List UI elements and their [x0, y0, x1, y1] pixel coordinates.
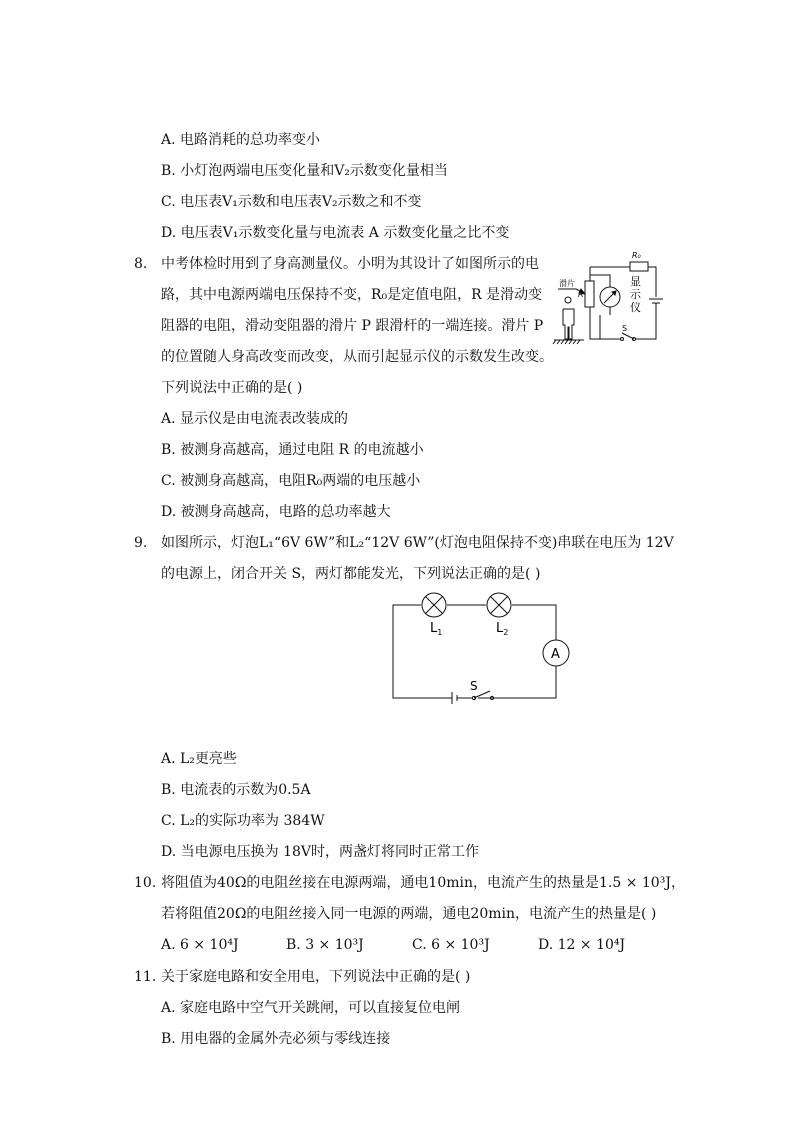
q8-stem-line-3: 阻器的电阻，滑动变阻器的滑片 P 跟滑杆的一端连接。滑片 P [161, 318, 544, 334]
q10-stem-line-2: 若将阻值20Ω的电阻丝接入同一电源的两端，通电20min，电流产生的热量是( ) [161, 906, 657, 922]
q9-option-c: C. L₂的实际功率为 384W [161, 813, 325, 829]
q10-number: 10. [134, 875, 157, 891]
q8-label-r0: R₀ [632, 251, 641, 260]
q8-stem-line-4: 的位置随人身高改变而改变，从而引起显示仪的示数发生改变。 [161, 349, 553, 365]
q8-stem-line-2: 路，其中电源两端电压保持不变，R₀是定值电阻，R 是滑动变 [161, 287, 543, 303]
q9-circuit-figure [388, 592, 578, 704]
q8-label-display-2: 示 [630, 288, 641, 301]
q8-option-c: C. 被测身高越高，电阻R₀两端的电压越小 [161, 473, 421, 489]
q7-option-a: A. 电路消耗的总功率变小 [161, 132, 321, 148]
q8-number: 8. [134, 256, 148, 272]
q9-option-d: D. 当电源电压换为 18V时，两盏灯将同时正常工作 [161, 844, 479, 860]
q8-height-meter-figure [548, 245, 664, 350]
q11-stem-line-1: 关于家庭电路和安全用电，下列说法中正确的是( ) [161, 969, 471, 985]
q8-r0-resistor [630, 262, 648, 271]
q11-number: 11. [134, 969, 157, 985]
q10-option-c: C. 6 × 10³J [412, 937, 490, 953]
q9-option-a: A. L₂更亮些 [161, 751, 237, 767]
q9-number: 9. [134, 535, 148, 551]
q8-slide-resistor [585, 281, 594, 307]
q9-option-b: B. 电流表的示数为0.5A [161, 782, 311, 798]
q8-stem-line-1: 中考体检时用到了身高测量仪。小明为其设计了如图所示的电 [161, 256, 539, 272]
q9-label-l2: $L_2$ [496, 621, 509, 637]
q11-option-b: B. 用电器的金属外壳必须与零线连接 [161, 1031, 391, 1047]
q10-option-a: A. 6 × 10⁴J [161, 937, 239, 953]
q8-option-a: A. 显示仪是由电流表改装成的 [161, 411, 349, 427]
q9-stem-line-2: 的电源上，闭合开关 S，两灯都能发光，下列说法正确的是( ) [161, 566, 541, 582]
q10-option-b: B. 3 × 10³J [286, 937, 364, 953]
q8-option-d: D. 被测身高越高，电路的总功率越大 [161, 504, 391, 520]
q8-stem-line-5: 下列说法中正确的是( ) [161, 380, 303, 396]
q7-option-d: D. 电压表V₁示数变化量与电流表 A 示数变化量之比不变 [161, 225, 510, 241]
q9-label-switch: S [470, 679, 478, 693]
q8-label-display-3: 仪 [630, 301, 641, 314]
q8-label-slider: 滑片 [559, 279, 575, 288]
q8-switch-lever [622, 333, 634, 339]
q9-stem-line-1: 如图所示，灯泡L₁“6V 6W”和L₂“12V 6W”(灯泡电阻保持不变)串联在电压为 12V [161, 535, 674, 551]
q9-label-ammeter: A [551, 647, 560, 662]
q11-option-a: A. 家庭电路中空气开关跳闸，可以直接复位电闸 [161, 1000, 461, 1016]
q10-stem-line-1: 将阻值为40Ω的电阻丝接在电源两端，通电10min，电流产生的热量是1.5 × 10³J， [161, 875, 685, 891]
q8-label-r: R [578, 290, 584, 299]
q9-label-l1: $L_1$ [430, 621, 443, 637]
q10-option-d: D. 12 × 10⁴J [538, 937, 626, 953]
q8-label-switch: S [622, 324, 628, 333]
q8-label-display-1: 显 [630, 275, 641, 288]
q8-person-head [565, 297, 571, 303]
q8-option-b: B. 被测身高越高，通过电阻 R 的电流越小 [161, 442, 424, 458]
q7-option-c: C. 电压表V₁示数和电压表V₂示数之和不变 [161, 194, 422, 210]
q7-option-b: B. 小灯泡两端电压变化量和V₂示数变化量相当 [161, 163, 448, 179]
q8-person-body [563, 309, 574, 339]
